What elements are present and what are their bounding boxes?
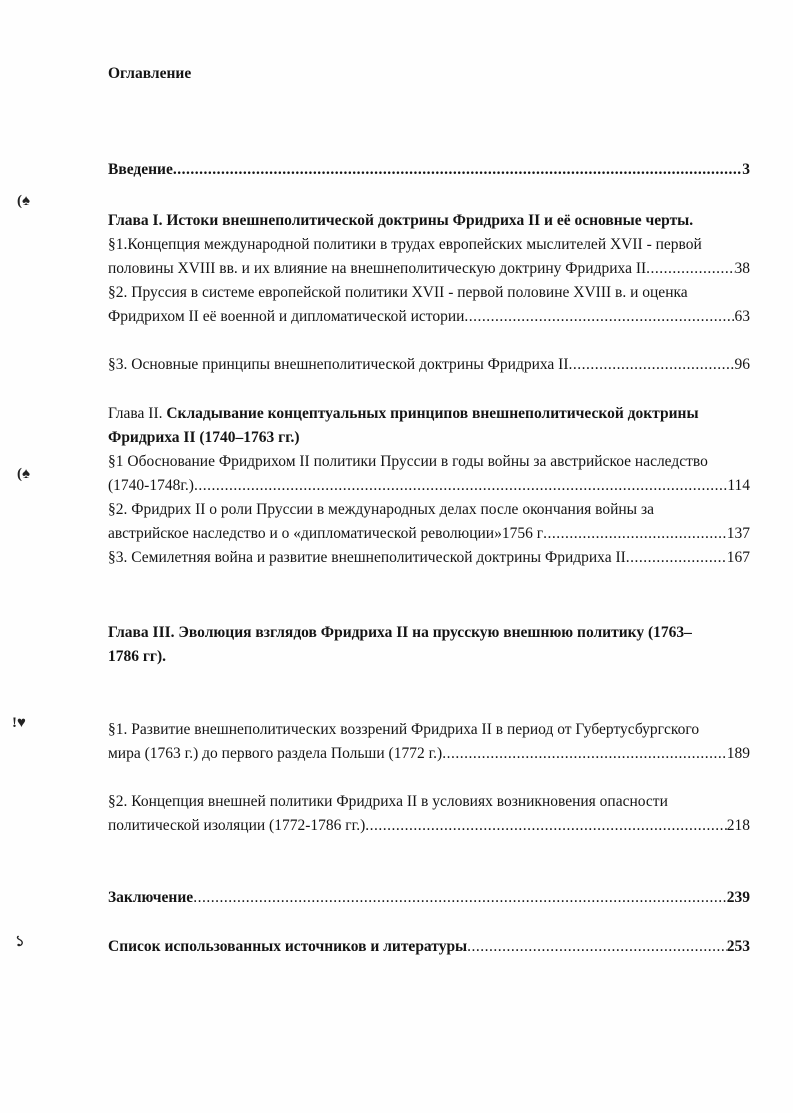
margin-mark-4: ১ [15,934,25,950]
toc-label: (1740-1748г.) [108,477,194,494]
ch2-s2-line1: §2. Фридрих II о роли Пруссии в международных делах после окончания войны за [108,501,654,518]
ch2-s1-line1: §1 Обоснование Фридрихом II политики Пруссии в годы войны за австрийское наследство [108,453,708,470]
chapter-3-title-line1: Глава III. Эволюция взглядов Фридриха II на прусскую внешнюю политику (1763– [108,624,692,641]
toc-label: §3. Основные принципы внешнеполитической доктрины Фридриха II [108,356,569,373]
toc-page-number: 189 [726,745,750,762]
ch1-s1-line1: §1.Концепция международной политики в трудах европейских мыслителей XVII - первой [108,236,702,253]
toc-entry-sources[interactable] [108,937,750,956]
margin-mark-2: (♠ [17,466,30,482]
page-title: Оглавление [108,65,192,82]
toc-page-number: 239 [726,889,750,906]
margin-mark-3: !♥ [12,715,26,731]
chapter-2-prefix: Глава II. [108,405,167,422]
chapter-2-title-line1 [108,404,699,423]
toc-page-number: 253 [726,938,750,955]
toc-entry-ch2-s2[interactable] [108,524,750,543]
toc-label: Список использованных источников и литературы [108,938,468,955]
toc-label: §3. Семилетняя война и развитие внешнеполитической доктрины Фридриха II [108,549,626,566]
toc-label: политической изоляции (1772-1786 гг.) [108,817,366,834]
chapter-2-title-bold: Складывание концептуальных принципов внешнеполитической доктрины [166,405,699,422]
leader-dots [464,307,734,326]
toc-page-number: 96 [734,356,750,373]
leader-dots [543,524,727,543]
toc-label: мира (1763 г.) до первого раздела Польши (1772 г.) [108,745,443,762]
toc-page-number: 167 [726,549,750,566]
toc-label: Фридрихом II её военной и дипломатической истории [108,308,465,325]
leader-dots [646,259,734,278]
toc-entry-ch3-s1[interactable] [108,744,750,763]
toc-page-number: 3 [742,161,750,178]
leader-dots [626,548,727,567]
leader-dots [193,888,727,907]
ch3-s1-line1: §1. Развитие внешнеполитических воззрений Фридриха II в период от Губертусбургского [108,721,700,738]
toc-entry-ch2-s3[interactable] [108,548,750,567]
toc-label: Введение [108,161,173,178]
margin-mark-1: (♠ [17,193,30,209]
toc-entry-ch2-s1[interactable] [108,476,750,495]
toc-entry-ch1-s1[interactable] [108,259,750,278]
leader-dots [569,355,735,374]
toc-page-number: 218 [726,817,750,834]
toc-label: австрийское наследство и о «дипломатической революции»1756 г [108,525,544,542]
toc-entry-ch1-s3[interactable] [108,355,750,374]
toc-entry-ch3-s2[interactable] [108,816,750,835]
chapter-1-title: Глава I. Истоки внешнеполитической доктрины Фридриха II и её основные черты. [108,212,694,229]
toc-page-number: 38 [734,260,750,277]
toc-entry-ch1-s2[interactable] [108,307,750,326]
leader-dots [194,476,727,495]
toc-entry-introduction[interactable] [108,160,750,179]
leader-dots [442,744,727,763]
toc-label: половины XVIII вв. и их влияние на внешнеполитическую доктрину Фридриха II [108,260,647,277]
chapter-3-title-line2: 1786 гг). [108,648,166,665]
ch3-s2-line1: §2. Концепция внешней политики Фридриха II в условиях возникновения опасности [108,793,668,810]
toc-entry-conclusion[interactable] [108,888,750,907]
toc-page-number: 63 [734,308,750,325]
leader-dots [173,160,742,179]
chapter-2-title-line2: Фридриха II (1740–1763 гг.) [108,429,300,446]
ch1-s2-line1: §2. Пруссия в системе европейской политики XVII - первой половине XVIII в. и оценка [108,284,688,301]
toc-page-number: 137 [726,525,750,542]
leader-dots [365,816,727,835]
toc-label: Заключение [108,889,194,906]
leader-dots [467,937,727,956]
toc-page-number: 114 [727,477,750,494]
